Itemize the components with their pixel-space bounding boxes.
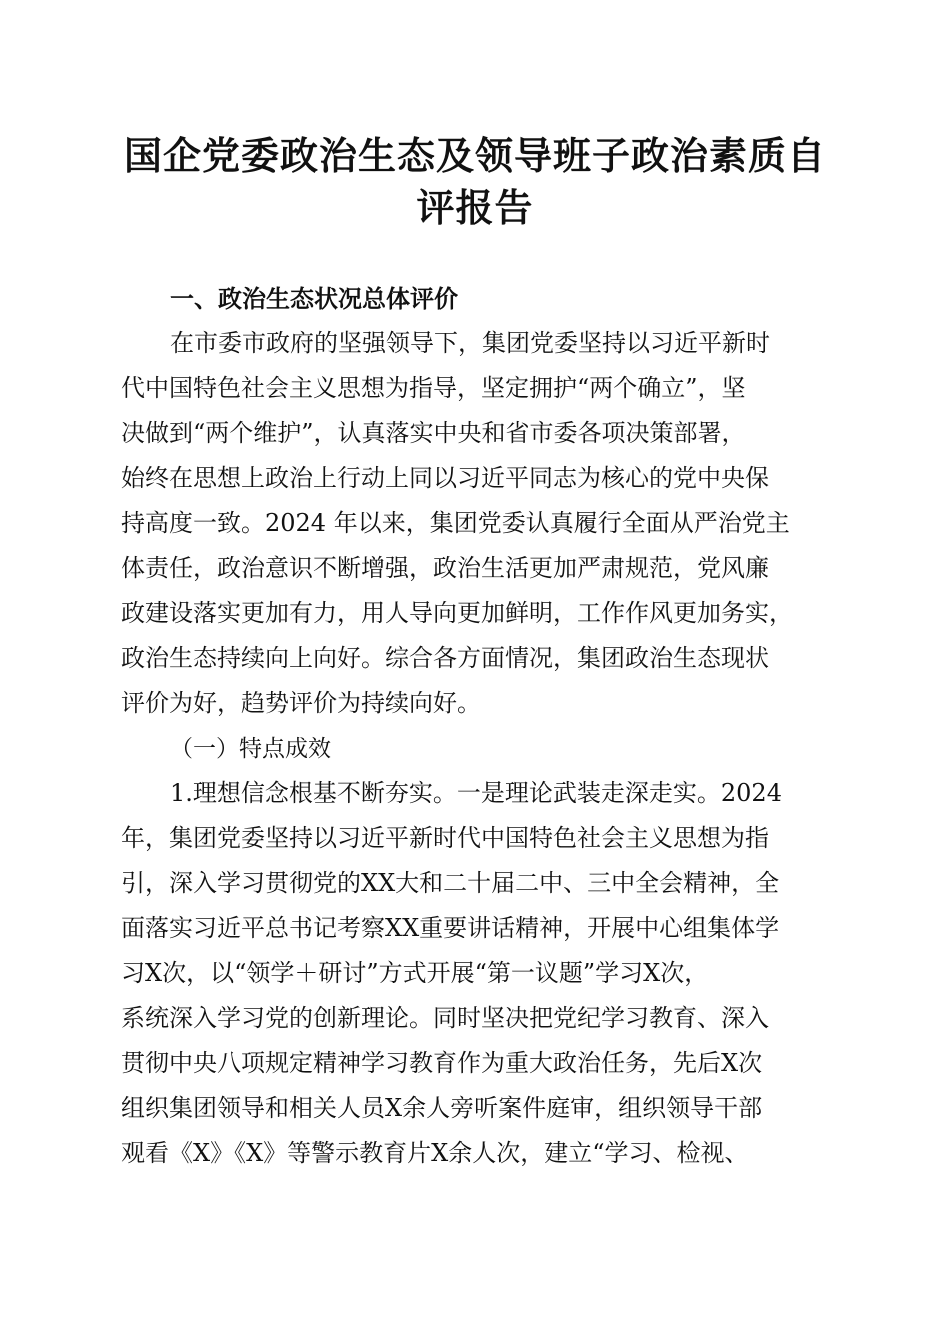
- paragraph-line: 代中国特色社会主义思想为指导，坚定拥护“两个确立”，坚: [121, 374, 746, 402]
- paragraph-line: 面落实习近平总书记考察XX重要讲话精神，开展中心组集体学: [121, 914, 780, 942]
- paragraph-line: 体责任，政治意识不断增强，政治生活更加严肃规范，党风廉: [121, 554, 769, 582]
- paragraph-line: 评价为好，趋势评价为持续向好。: [121, 689, 481, 717]
- paragraph-line: 组织集团领导和相关人员X余人旁听案件庭审，组织领导干部: [121, 1094, 763, 1122]
- paragraph-line: 观看《X》《X》等警示教育片X余人次，建立“学习、检视、: [121, 1139, 749, 1167]
- paragraph-line: 年，集团党委坚持以习近平新时代中国特色社会主义思想为指: [121, 824, 769, 852]
- paragraph-line: 政建设落实更加有力，用人导向更加鲜明，工作作风更加务实，: [121, 599, 793, 627]
- section-heading: 一、政治生态状况总体评价: [170, 285, 458, 313]
- paragraph-line: 政治生态持续向上向好。综合各方面情况，集团政治生态现状: [121, 644, 769, 672]
- paragraph-line: 1.理想信念根基不断夯实。一是理论武装走深走实。2024: [170, 779, 782, 807]
- paragraph-line: 决做到“两个维护”，认真落实中央和省市委各项决策部署，: [121, 419, 746, 447]
- paragraph-line: 持高度一致。2024 年以来，集团党委认真履行全面从严治党主: [121, 509, 790, 537]
- subsection-heading: （一）特点成效: [170, 736, 331, 762]
- paragraph-line: 系统深入学习党的创新理论。同时坚决把党纪学习教育、深入: [121, 1004, 769, 1032]
- paragraph-line: 在市委市政府的坚强领导下，集团党委坚持以习近平新时: [170, 329, 770, 357]
- paragraph-line: 引，深入学习贯彻党的XX大和二十届二中、三中全会精神，全: [121, 869, 780, 897]
- document-title: 国企党委政治生态及领导班子政治素质自评报告: [123, 134, 826, 230]
- paragraph-line: 习X次，以“领学＋研讨”方式开展“第一议题”学习X次，: [121, 959, 709, 987]
- paragraph-line: 贯彻中央八项规定精神学习教育作为重大政治任务，先后X次: [121, 1049, 763, 1077]
- paragraph-line: 始终在思想上政治上行动上同以习近平同志为核心的党中央保: [121, 464, 769, 492]
